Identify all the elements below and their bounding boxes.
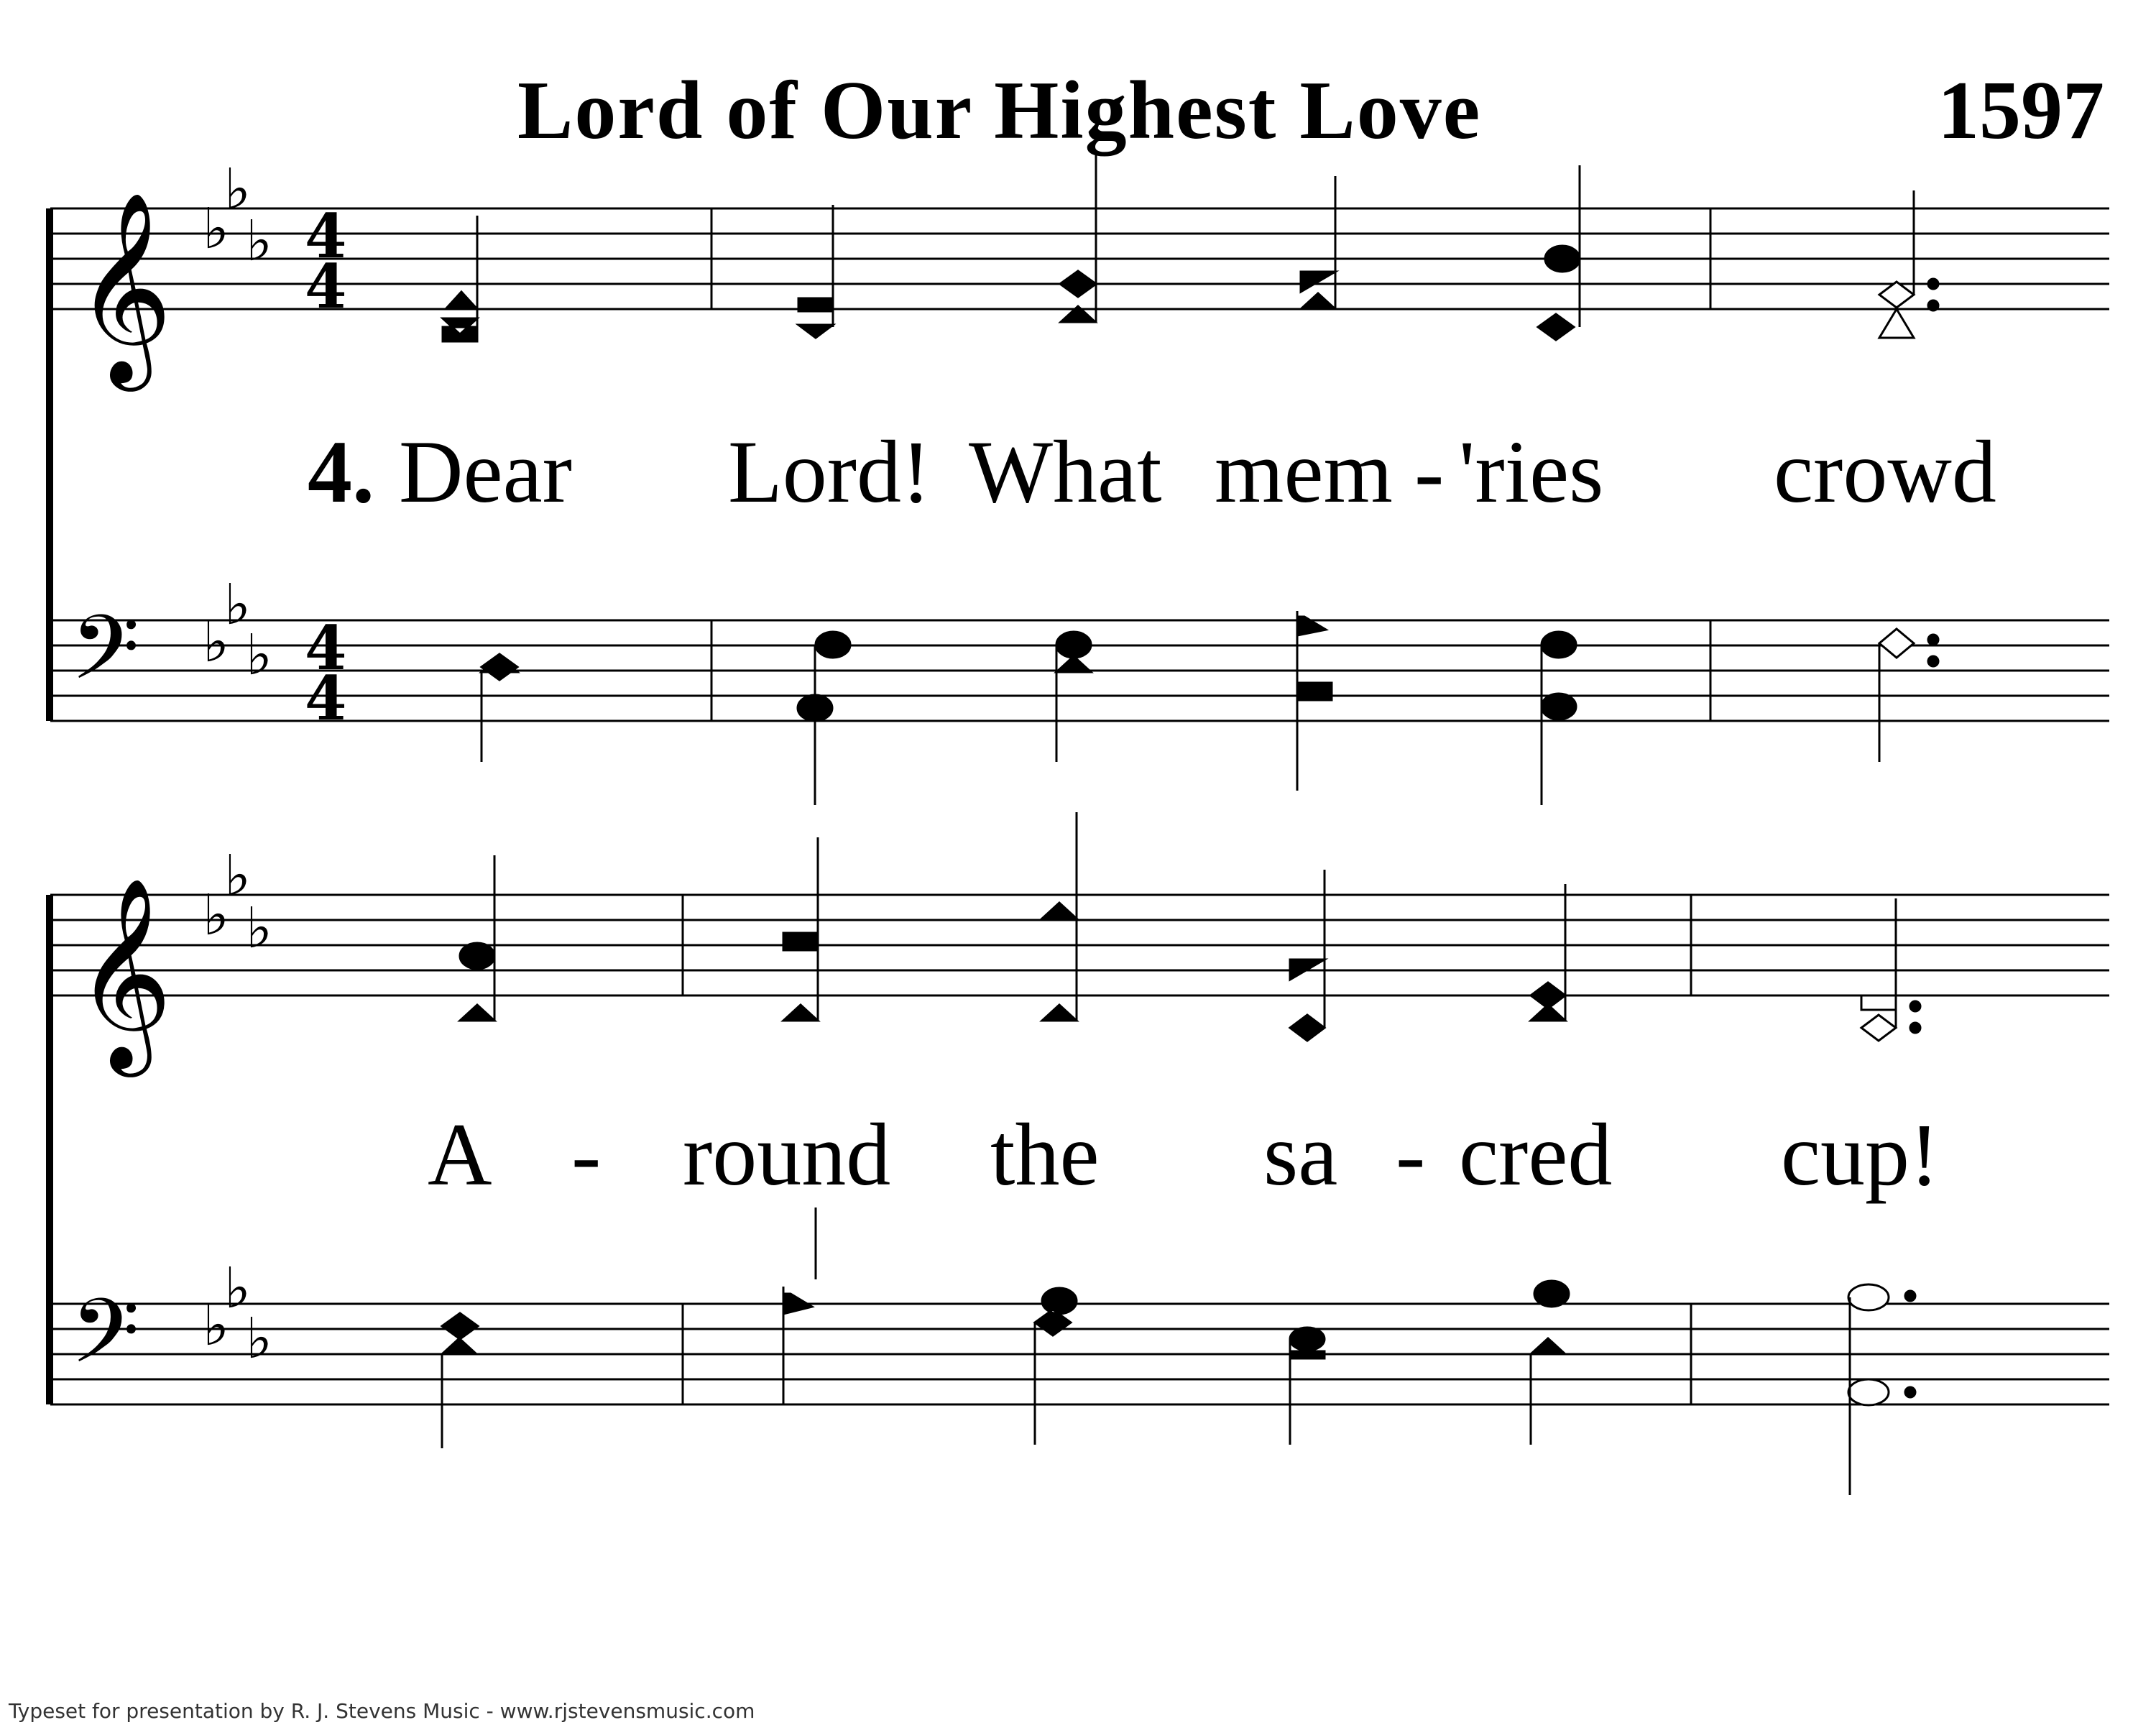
lyric-syllable: sa xyxy=(1263,1105,1338,1204)
system2-bracket xyxy=(46,895,53,1404)
system2-bass-staff xyxy=(50,1304,2109,1404)
lyric-hyphen: - xyxy=(1396,1105,1426,1204)
note xyxy=(1290,960,1325,1041)
footer-credit: Typeset for presentation by R. J. Stevens Music - www.rjstevensmusic.com xyxy=(9,1699,755,1723)
svg-text:♭: ♭ xyxy=(203,883,229,948)
note xyxy=(443,318,477,341)
lyric-syllable: crowd xyxy=(1774,423,1996,521)
system2-treble-staff xyxy=(50,895,2109,995)
lyric-syllable: Lord! xyxy=(728,423,931,521)
verse-number: 4. xyxy=(308,423,374,521)
lyric-syllable: cred xyxy=(1459,1105,1613,1204)
note xyxy=(798,298,833,338)
treble-clef-icon: 𝄞 xyxy=(75,877,172,1069)
svg-text:♭: ♭ xyxy=(203,1294,229,1358)
lyric-syllable: the xyxy=(990,1105,1100,1204)
note xyxy=(1060,271,1096,322)
svg-text:♭: ♭ xyxy=(246,896,272,961)
note xyxy=(1056,632,1091,672)
svg-text:♭: ♭ xyxy=(224,844,251,908)
svg-text:♭: ♭ xyxy=(224,573,251,638)
note xyxy=(482,654,517,680)
lyric-syllable: cup! xyxy=(1781,1105,1940,1204)
note xyxy=(460,943,494,1021)
lyric-hyphen: - xyxy=(1414,423,1445,521)
bass-clef-icon: 𝄢 xyxy=(70,597,140,722)
note xyxy=(442,1313,478,1354)
note xyxy=(1861,995,1896,1041)
svg-text:♭: ♭ xyxy=(203,197,229,262)
note xyxy=(1297,617,1332,700)
svg-text:4: 4 xyxy=(305,612,347,684)
note xyxy=(1290,1328,1325,1358)
note xyxy=(1531,983,1565,1021)
lyric-syllable: round xyxy=(683,1105,891,1204)
notes xyxy=(442,155,1938,1495)
hymn-number: 1597 xyxy=(1938,65,2104,157)
svg-text:♭: ♭ xyxy=(246,623,272,688)
note xyxy=(1879,629,1914,658)
svg-text:4: 4 xyxy=(305,663,347,734)
note xyxy=(1531,1281,1569,1354)
bass-clef-icon: 𝄢 xyxy=(70,1280,140,1405)
key-signature-flats xyxy=(203,157,272,1371)
note xyxy=(1538,246,1580,340)
lyric-hyphen: - xyxy=(571,1105,602,1204)
svg-text:♭: ♭ xyxy=(203,610,229,675)
lyric-syllable: A xyxy=(428,1105,492,1204)
treble-clef-icon: 𝄞 xyxy=(75,191,172,383)
lyric-syllable: mem xyxy=(1215,423,1393,521)
note xyxy=(783,1294,812,1314)
svg-text:♭: ♭ xyxy=(246,209,272,274)
svg-text:4: 4 xyxy=(305,251,347,322)
svg-text:♭: ♭ xyxy=(246,1307,272,1371)
lyric-syllable: Dear xyxy=(399,423,572,521)
svg-text:4: 4 xyxy=(305,201,347,272)
lyric-syllable: 'ries xyxy=(1459,423,1604,521)
hymn-title: Lord of Our Highest Love xyxy=(517,65,1482,157)
svg-text:♭: ♭ xyxy=(224,1256,251,1321)
note xyxy=(1301,272,1335,309)
system1-bracket xyxy=(46,208,53,721)
svg-text:♭: ♭ xyxy=(224,157,251,222)
note xyxy=(1542,632,1576,719)
lyric-syllable: What xyxy=(969,423,1162,521)
note xyxy=(783,933,818,1021)
